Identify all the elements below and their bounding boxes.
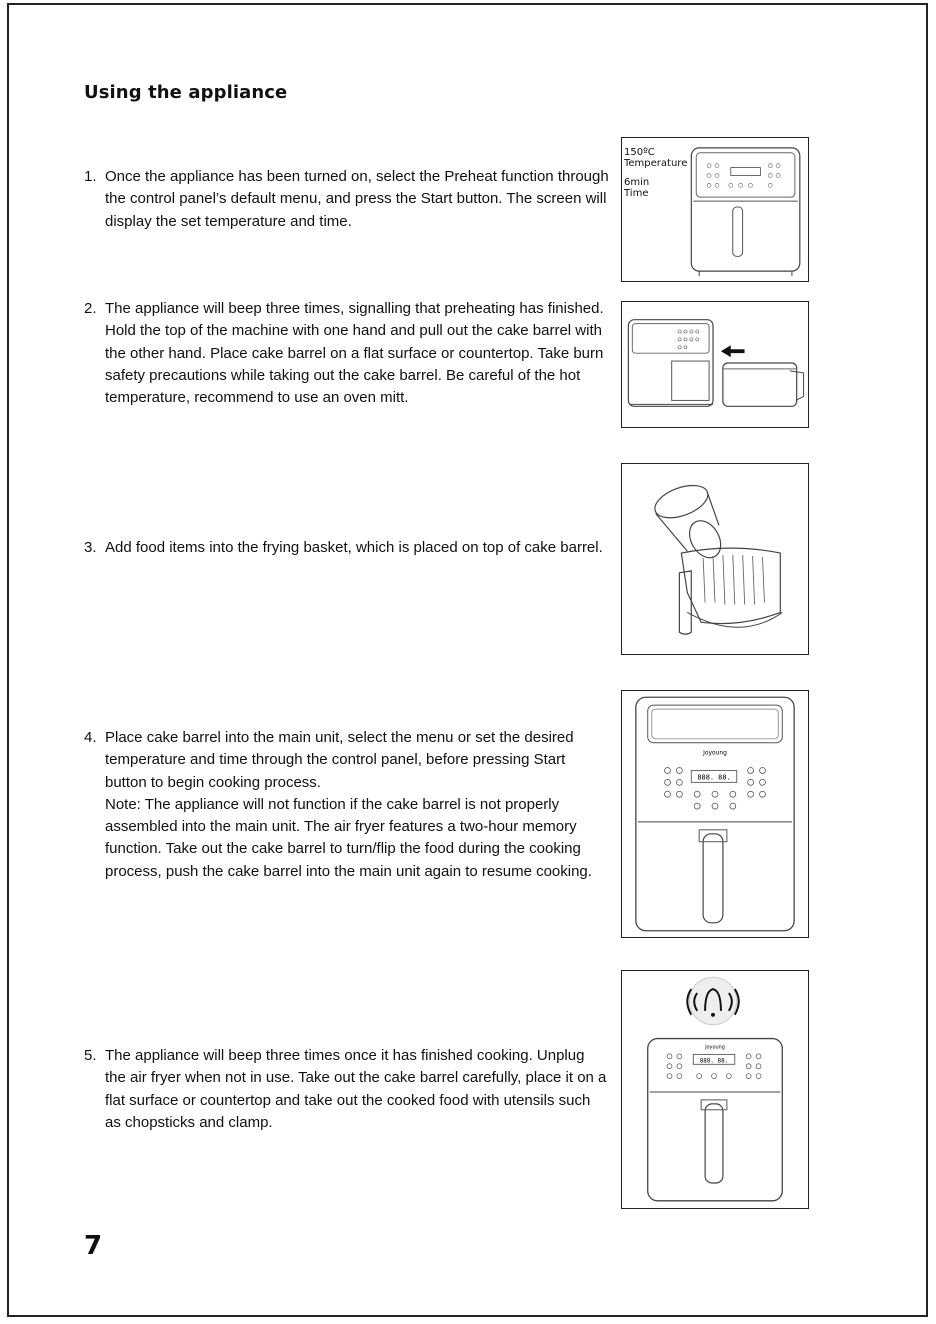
step-note: Note: The appliance will not function if the cake barrel is not properly assembled into the main unit. The air fryer features a two-hour memory function. Take out the cake barrel to turn/flip the food during the cooking process, push the cake barrel into the main unit again to resume cooking. bbox=[105, 795, 592, 880]
step-5 bbox=[84, 1045, 609, 1134]
step-text: Once the appliance has been turned on, select the Preheat function through the control panel’s default menu, and press the Start button. The screen will display the set temperature and time. bbox=[105, 168, 609, 230]
time-label: Time bbox=[624, 188, 649, 199]
display-readout: 888. 88. bbox=[699, 1057, 729, 1065]
step-number: 4. bbox=[84, 729, 97, 746]
beep-illustration bbox=[622, 971, 808, 1208]
step-number: 3. bbox=[84, 539, 97, 556]
section-title: Using the appliance bbox=[84, 82, 288, 103]
step-text: The appliance will beep three times once it has finished cooking. Unplug the air fryer when not in use. Take out the cake barrel carefully, place it on a flat surface or countertop and take out the cooked food with utensils such as chopsticks and clamp. bbox=[105, 1047, 607, 1131]
step-3 bbox=[84, 537, 609, 559]
figure-add-food bbox=[621, 463, 809, 655]
display-readout: 888. 88. bbox=[697, 773, 731, 782]
step-4 bbox=[84, 727, 609, 883]
brand-logo: Joyoung bbox=[703, 749, 727, 757]
temperature-value: 150ºC bbox=[624, 147, 655, 158]
main-unit-illustration bbox=[622, 691, 808, 937]
figure-remove-barrel bbox=[621, 301, 809, 428]
brand-logo: Joyoung bbox=[705, 1044, 725, 1051]
step-1 bbox=[84, 166, 609, 233]
step-number: 1. bbox=[84, 168, 97, 185]
step-number: 5. bbox=[84, 1047, 97, 1064]
temperature-label: Temperature bbox=[624, 158, 688, 169]
time-value: 6min bbox=[624, 177, 650, 188]
page-number: 7 bbox=[84, 1231, 103, 1261]
step-text: Add food items into the frying basket, which is placed on top of cake barrel. bbox=[105, 539, 603, 556]
figure-main-unit bbox=[621, 690, 809, 938]
step-text: The appliance will beep three times, signalling that preheating has finished. Hold the top of the machine with one hand and pull out the cake barrel with the other hand. Place cake barrel on a flat surface or countertop. Take burn safety precautions while taking out the cake barrel. Be careful of the hot temperature, recommend to use an oven mitt. bbox=[105, 300, 604, 407]
figure-preheat-display bbox=[621, 137, 809, 282]
remove-barrel-illustration bbox=[622, 302, 808, 427]
figure-finished-beep bbox=[621, 970, 809, 1209]
add-food-illustration bbox=[622, 464, 808, 654]
step-number: 2. bbox=[84, 300, 97, 317]
step-text: Place cake barrel into the main unit, select the menu or set the desired temperature and time through the control panel, before pressing Start button to begin cooking process. bbox=[105, 729, 574, 791]
step-2 bbox=[84, 298, 609, 409]
